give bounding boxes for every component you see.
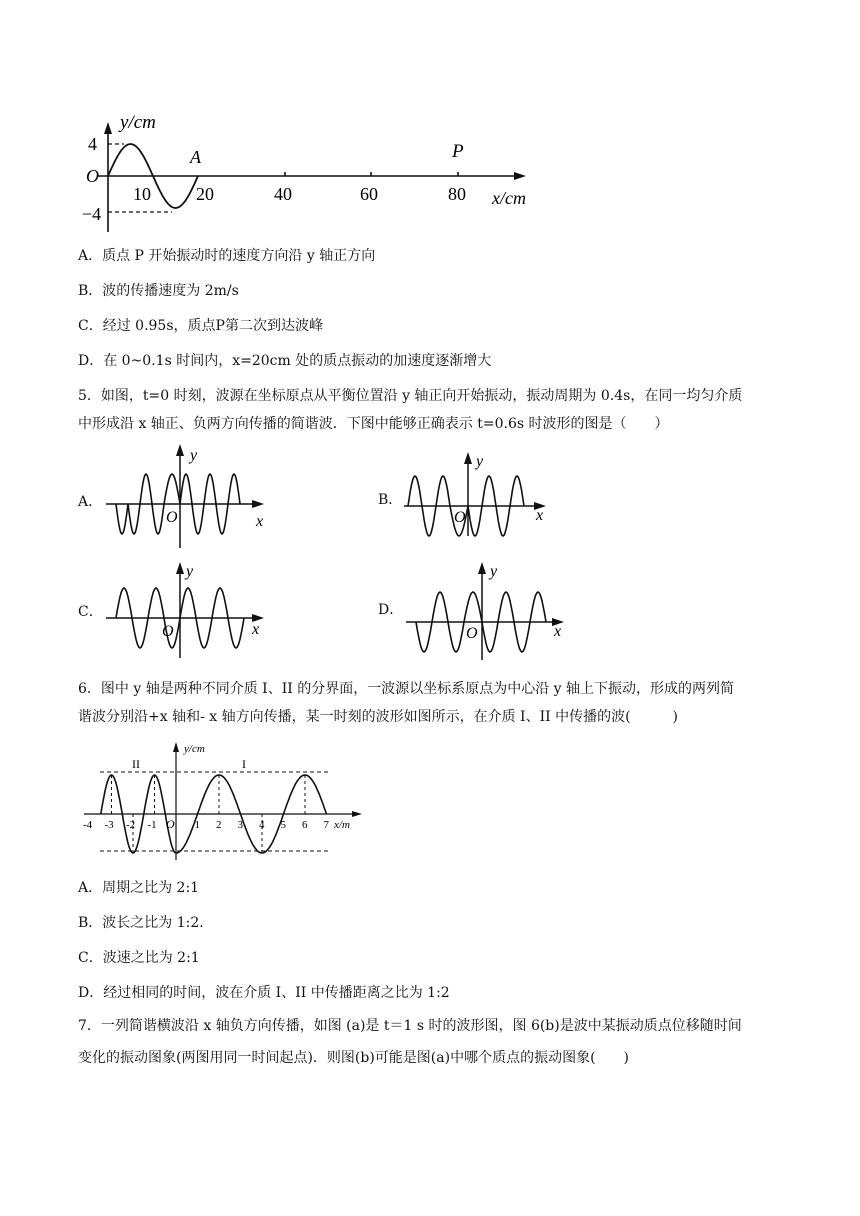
y-axis-arrow	[104, 122, 112, 134]
q4-option-a: A．质点 P 开始振动时的速度方向沿 y 轴正方向	[78, 248, 376, 264]
axis-y-label: y	[490, 563, 498, 580]
q6-stem-line2: 谐波分别沿+x 轴和- x 轴方向传播，某一时刻的波形如图所示，在介质 I、II 中传播的波( )	[78, 709, 679, 725]
x-tick-label: 2	[216, 819, 222, 831]
y-axis-label: y/cm	[120, 112, 156, 133]
origin-label: O	[162, 623, 174, 640]
q5-choice-c-graph[interactable]	[100, 556, 270, 660]
y-tick-neg4: −4	[82, 204, 102, 224]
q5-choice-a-graph[interactable]	[100, 440, 270, 552]
y-tick-4: 4	[88, 134, 97, 154]
origin-label: O	[166, 509, 178, 526]
x-tick-label: -4	[83, 819, 93, 831]
origin-label: O	[454, 509, 466, 526]
axis-y-label: y	[186, 563, 194, 580]
q6-stem-line1: 6．图中 y 轴是两种不同介质 I、II 的分界面，一波源以坐标系原点为中心沿 y 轴上下振动，形成的两列简	[78, 681, 735, 697]
q4-option-b: B．波的传播速度为 2m/s	[78, 283, 239, 299]
q5-choice-c-label: C．	[78, 604, 103, 620]
origin-label: O	[86, 166, 99, 186]
medium-i-label: I	[242, 757, 246, 771]
x-tick-label: -3	[104, 819, 114, 831]
x-axis-label: x/cm	[492, 188, 526, 208]
medium-ii-label: II	[132, 757, 140, 771]
q6-wave-figure	[80, 738, 370, 862]
point-a-label: A	[190, 147, 201, 167]
q5-choice-d-graph[interactable]	[400, 556, 570, 662]
point-p-label: P	[452, 141, 464, 162]
axis-x-label: x	[536, 507, 544, 524]
wave-figure-1	[80, 108, 550, 238]
origin-label: O	[166, 817, 175, 831]
q7-stem-line2: 变化的振动图象(两图用同一时间起点)．则图(b)可能是图(a)中哪个质点的振动图象( )	[78, 1050, 630, 1066]
axis-x-label: x	[252, 621, 260, 638]
q6-option-d: D．经过相同的时间，波在介质 I、II 中传播距离之比为 1:2	[78, 985, 450, 1001]
x-tick-80: 80	[448, 184, 466, 204]
q4-option-c: C．经过 0.95s，质点P第二次到达波峰	[78, 318, 323, 334]
x-tick-60: 60	[360, 184, 378, 204]
x-tick-20: 20	[196, 184, 214, 204]
q6-option-b: B．波长之比为 1:2.	[78, 915, 204, 931]
q4-option-d: D．在 0~0.1s 时间内，x=20cm 处的质点振动的加速度逐渐增大	[78, 353, 492, 369]
axis-x-label: x	[554, 623, 562, 640]
x-tick-label: 1	[194, 819, 200, 831]
q5-choice-b-graph[interactable]	[398, 448, 558, 538]
q5-choice-d-label: D．	[378, 602, 404, 618]
q5-choice-b-label: B．	[378, 492, 403, 508]
y-axis-label: y/cm	[184, 743, 205, 755]
x-tick-label: -1	[147, 819, 157, 831]
axis-y-label: y	[190, 447, 198, 464]
q5-stem-line1: 5．如图，t=0 时刻，波源在坐标原点从平衡位置沿 y 轴正向开始振动，振动周期为 0.4s，在同一均匀介质	[78, 388, 743, 404]
axis-x-label: x	[256, 513, 264, 530]
q5-stem-line2: 中形成沿 x 轴正、负两方向传播的简谐波．下图中能够正确表示 t=0.6s 时波形的图是（ ）	[78, 416, 669, 432]
q5-choice-a-label: A．	[78, 494, 103, 510]
x-tick-40: 40	[274, 184, 292, 204]
x-tick-label: -2	[126, 819, 136, 831]
x-tick-label: 3	[237, 819, 243, 831]
x-tick-label: 7	[323, 819, 329, 831]
x-axis-label: x/m	[334, 819, 350, 831]
x-axis-arrow	[514, 172, 526, 180]
origin-label: O	[466, 625, 478, 642]
q6-option-c: C．波速之比为 2:1	[78, 950, 200, 966]
q6-option-a: A．周期之比为 2:1	[78, 880, 200, 896]
x-tick-10: 10	[133, 184, 151, 204]
x-tick-label: 4	[259, 819, 265, 831]
q7-stem-line1: 7．一列简谐横波沿 x 轴负方向传播，如图 (a)是 t＝1 s 时的波形图，图 6(b)是波中某振动质点位移随时间	[78, 1018, 742, 1034]
x-tick-label: 6	[302, 819, 308, 831]
axis-y-label: y	[476, 453, 484, 470]
x-tick-label: 5	[280, 819, 286, 831]
